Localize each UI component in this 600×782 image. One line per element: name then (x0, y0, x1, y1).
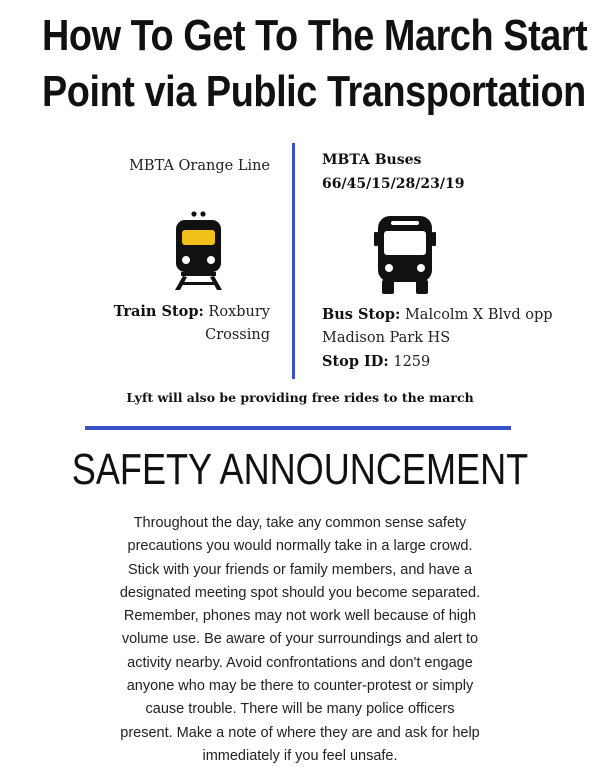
safety-line: volume use. Be aware of your surroundings and alert to (121, 631, 479, 648)
stop-id-value: 1259 (393, 354, 431, 370)
safety-line: present. Make a note of where they are and ask for help (120, 724, 480, 741)
safety-line: anyone who may be there to counter-protest or simply (126, 678, 474, 695)
bus-heading-line-1: MBTA Buses (322, 152, 422, 168)
train-stop-name-2: Crossing (205, 327, 270, 343)
safety-line: immediately if you feel unsafe. (202, 747, 398, 764)
train-line-name: MBTA Orange Line (129, 158, 270, 174)
title-line-2: Point via Public Transportation (42, 67, 586, 116)
bus-icon (373, 214, 437, 301)
vertical-divider (292, 143, 295, 379)
page-title (42, 8, 588, 120)
lyft-note: Lyft will also be providing free rides to the march (126, 390, 474, 405)
bus-stop-name-1: Malcolm X Blvd opp (404, 307, 553, 323)
safety-line: cause trouble. There will be many police officers (145, 701, 455, 718)
bus-routes: 66/45/15/28/23/19 (322, 176, 465, 192)
train-stop-label: Train Stop: (113, 303, 204, 320)
safety-line: designated meeting spot should you become separated. (119, 584, 481, 601)
horizontal-divider (85, 426, 511, 430)
bus-stop-name-2: Madison Park HS (322, 330, 451, 346)
bus-heading (322, 148, 464, 196)
train-stop-name-1: Roxbury (208, 304, 270, 320)
train-icon (173, 210, 225, 297)
bus-stop-label: Bus Stop: (322, 306, 401, 323)
stop-id-label: Stop ID: (322, 353, 389, 370)
bus-stop-info (322, 303, 592, 374)
safety-line: Throughout the day, take any common sense safety (133, 515, 467, 531)
train-stop-info (114, 300, 270, 347)
safety-line: Stick with your friends or family members, and have a (127, 561, 473, 578)
safety-line: Remember, phones may not work well because of high (123, 608, 477, 625)
title-line-1: How To Get To The March Start (42, 11, 588, 60)
safety-body (70, 512, 530, 768)
safety-line: precautions you would normally take in a large crowd. (127, 538, 473, 555)
safety-heading: SAFETY ANNOUNCEMENT (71, 445, 529, 494)
safety-line: activity nearby. Avoid confrontations and don't engage (127, 654, 473, 671)
